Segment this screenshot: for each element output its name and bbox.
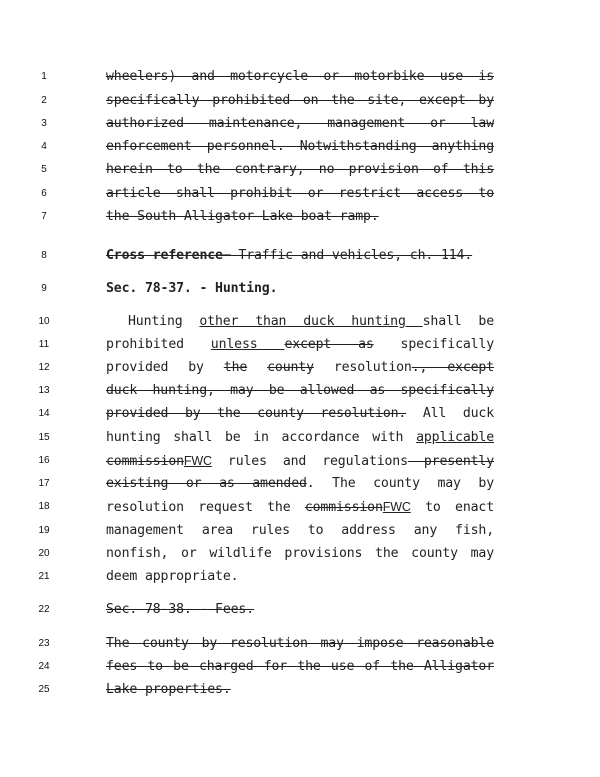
line-number: 19: [38, 525, 50, 536]
line-number: 9: [41, 283, 47, 294]
text-line: authorized maintenance, management or law: [106, 116, 494, 131]
text-line: specifically prohibited on the site, except by: [106, 93, 494, 108]
inserted-text: unless: [210, 337, 285, 352]
line-number: 6: [41, 188, 47, 199]
text-line: Hunting other than duck hunting shall be: [128, 314, 494, 329]
cross-reference-label: Cross reference—: [106, 248, 231, 263]
line-number: 15: [38, 432, 50, 443]
text-line: hunting shall be in accordance with applicable: [106, 430, 494, 445]
line-number: 24: [38, 661, 50, 672]
text-line: resolution request the commissionFWC to enact: [106, 500, 494, 515]
line-number: 17: [38, 478, 50, 489]
line-number: 12: [38, 362, 50, 373]
line-number: 11: [38, 339, 50, 350]
line-number: 7: [41, 211, 47, 222]
text-line: herein to the contrary, no provision of this: [106, 162, 494, 177]
deleted-text: ., except: [411, 360, 494, 375]
line-number: 13: [38, 385, 50, 396]
line-number: 21: [38, 571, 50, 582]
cross-reference: [106, 248, 494, 264]
line-number: 22: [38, 604, 50, 615]
text-line: prohibited unless except as specifically: [106, 337, 495, 352]
text-line: duck hunting, may be allowed as specifically: [106, 383, 494, 398]
inserted-text: FWC: [183, 454, 212, 468]
line-number: 4: [41, 141, 47, 152]
text-line: provided by the county resolution. All duck: [106, 406, 494, 421]
deleted-text: commission: [106, 454, 184, 469]
text-line: management area rules to address any fish,: [106, 523, 494, 538]
inserted-text: FWC: [382, 500, 411, 514]
text-line: existing or as amended. The county may by: [106, 476, 494, 491]
deleted-text: county: [267, 360, 314, 375]
inserted-text: applicable: [416, 430, 494, 445]
line-number: 25: [38, 684, 50, 695]
line-number: 16: [38, 455, 50, 466]
inserted-text: other than duck hunting: [199, 314, 423, 329]
cross-reference-text: Traffic and vehicles, ch. 114.: [230, 248, 473, 263]
deleted-text: commission: [304, 500, 383, 515]
line-number: 2: [41, 95, 47, 106]
text-line: enforcement personnel. Notwithstanding anything: [106, 139, 494, 154]
text-line: fees to be charged for the use of the Alligator: [106, 659, 494, 674]
line-number: 23: [38, 638, 50, 649]
line-number: 1: [41, 71, 47, 82]
section-heading-fees: Sec. 78-38. - Fees.: [106, 602, 255, 617]
line-number: 5: [41, 164, 47, 175]
section-heading-hunting: Sec. 78-37. - Hunting.: [106, 281, 278, 296]
text-line: Lake properties.: [106, 682, 231, 697]
line-number: 18: [38, 501, 50, 512]
line-number: 20: [38, 548, 50, 559]
deleted-text: the: [223, 360, 248, 375]
text-line: deem appropriate.: [106, 569, 239, 584]
deleted-text: provided by the county resolution.: [106, 406, 407, 421]
line-number: 14: [38, 408, 50, 419]
deleted-text: presently: [407, 454, 494, 469]
deleted-text: except as: [284, 337, 374, 352]
line-number: 3: [41, 118, 47, 129]
text-line: provided by the county resolution., except: [106, 360, 494, 375]
line-number: 8: [41, 250, 47, 261]
text-line: commissionFWC rules and regulations presently: [106, 454, 494, 469]
text-line: The county by resolution may impose reasonable: [106, 636, 494, 651]
text-line: article shall prohibit or restrict access to: [106, 186, 494, 201]
text-line: the South Alligator Lake boat ramp.: [106, 209, 379, 224]
text-line: wheelers) and motorcycle or motorbike use is: [106, 69, 494, 84]
deleted-text: existing or as amended: [106, 476, 307, 491]
text-line: nonfish, or wildlife provisions the county may: [106, 546, 494, 561]
line-number: 10: [38, 316, 50, 327]
